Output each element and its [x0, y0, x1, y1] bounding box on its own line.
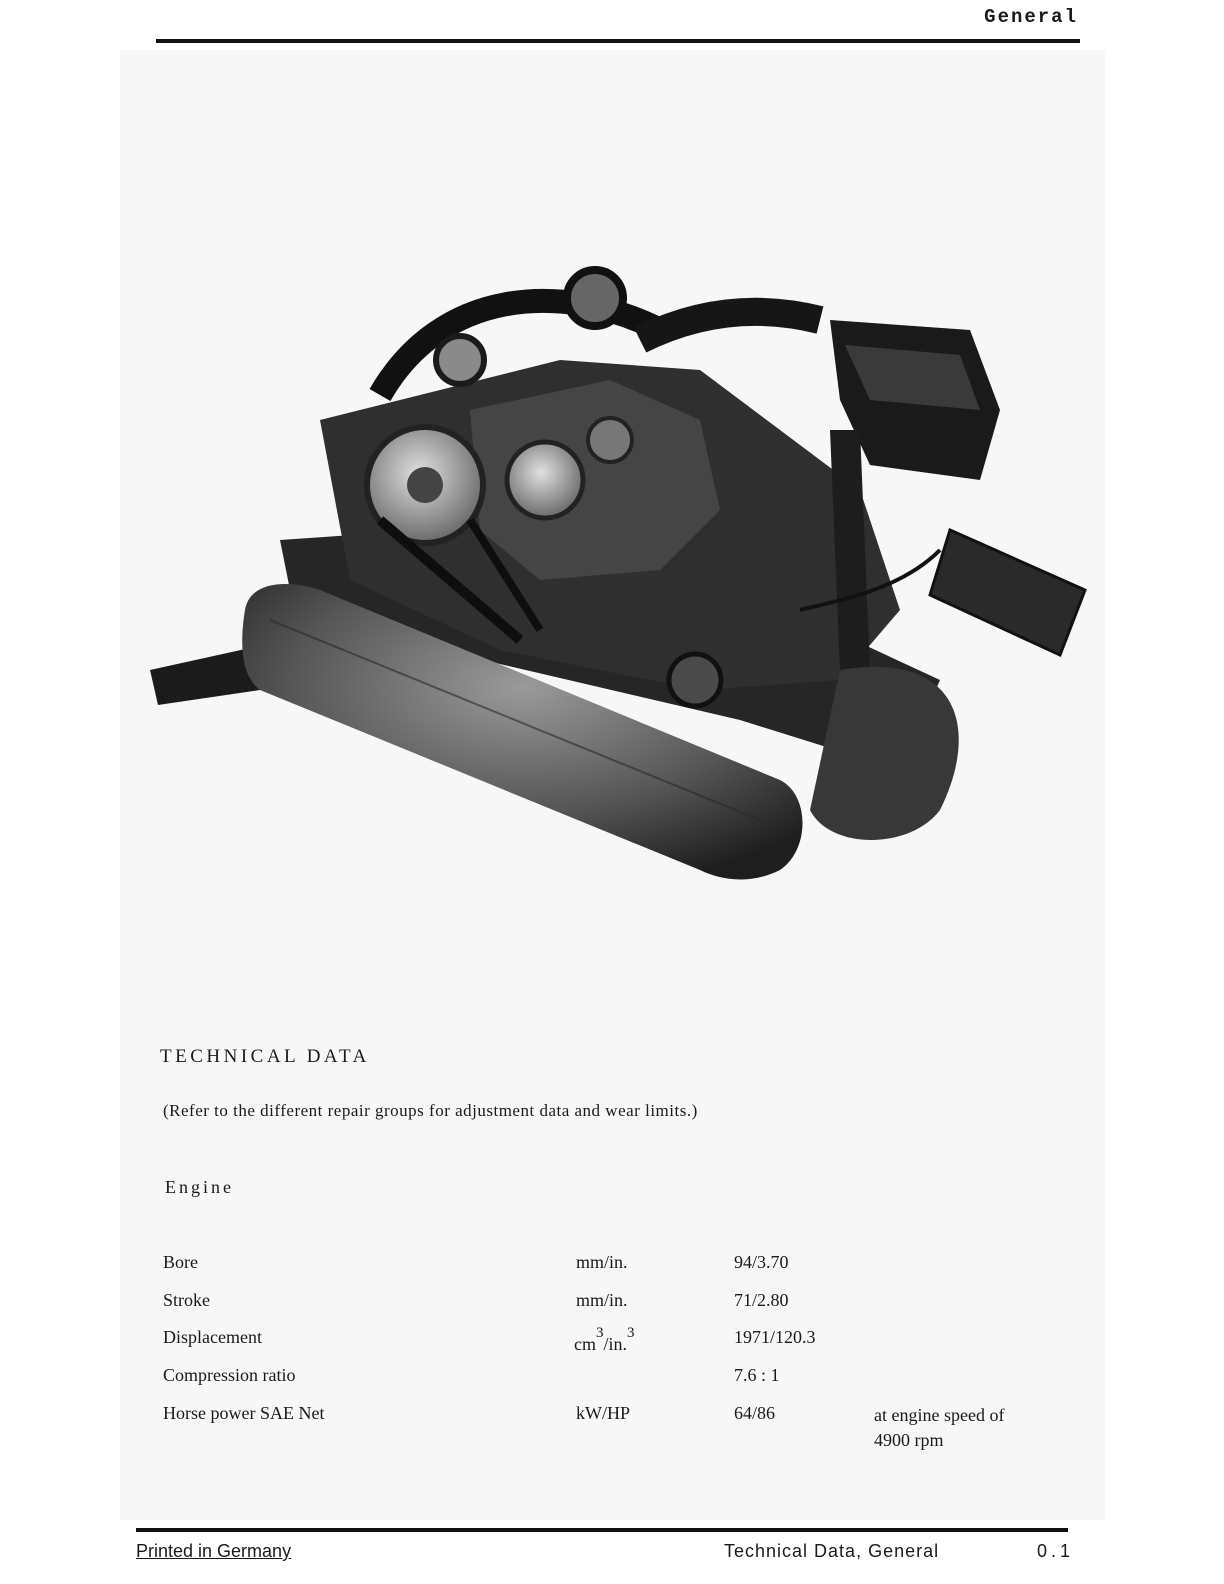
spec-value: 94/3.70	[734, 1252, 789, 1272]
spec-row-bore	[0, 1252, 1224, 1282]
spec-value: 64/86	[734, 1403, 776, 1423]
spec-label: Displacement	[163, 1327, 262, 1347]
spec-row-compression	[0, 1365, 1224, 1395]
unit-exponent: 3	[596, 1325, 604, 1341]
reference-note: (Refer to the different repair groups for adjustment data and wear limits.)	[163, 1101, 698, 1120]
engine-photograph	[140, 250, 1100, 900]
spec-unit	[574, 1325, 635, 1354]
unit-in: /in.	[603, 1334, 628, 1354]
spec-label: Compression ratio	[163, 1365, 296, 1385]
spec-label: Horse power SAE Net	[163, 1403, 325, 1423]
spec-row-horsepower	[0, 1403, 1224, 1463]
technical-data-title: TECHNICAL DATA	[160, 1046, 370, 1067]
spec-value: 7.6 : 1	[734, 1365, 780, 1385]
spec-unit: kW/HP	[576, 1403, 630, 1423]
spec-unit: mm/in.	[576, 1290, 628, 1310]
section-header: General	[984, 6, 1078, 28]
unit-cm: cm	[574, 1334, 596, 1354]
spec-value: 1971/120.3	[734, 1327, 816, 1347]
page-number: 0.1	[1037, 1541, 1075, 1561]
spec-row-displacement	[0, 1327, 1224, 1357]
spec-label: Bore	[163, 1252, 198, 1272]
spec-value: 71/2.80	[734, 1290, 789, 1310]
spec-label: Stroke	[163, 1290, 210, 1310]
footer-section: Technical Data, General	[724, 1541, 940, 1561]
spec-unit: mm/in.	[576, 1252, 628, 1272]
spec-note-line: at engine speed of	[874, 1405, 1005, 1425]
header-rule	[156, 39, 1080, 43]
spec-row-stroke	[0, 1290, 1224, 1320]
unit-exponent: 3	[627, 1325, 635, 1341]
footer-print-note: Printed in Germany	[136, 1541, 292, 1561]
footer-rule	[136, 1528, 1068, 1532]
spec-note	[874, 1403, 1094, 1453]
spec-note-line: 4900 rpm	[874, 1430, 944, 1450]
engine-heading: Engine	[165, 1177, 234, 1197]
